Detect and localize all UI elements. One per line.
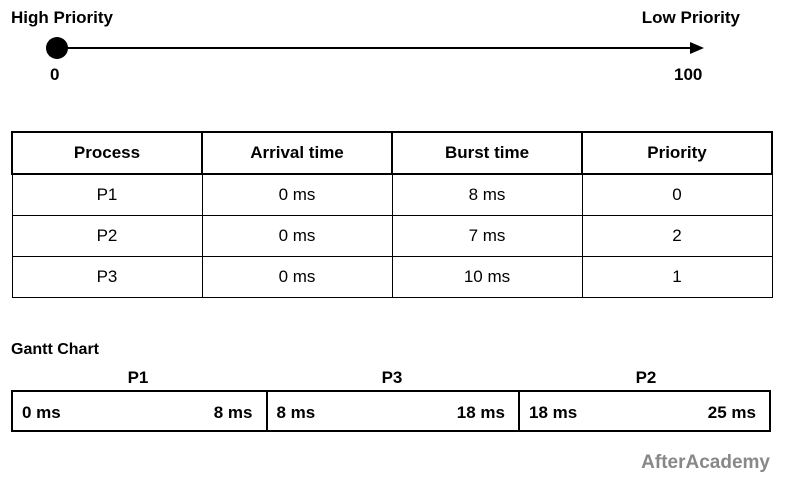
- cell-burst-time: 7 ms: [392, 216, 582, 257]
- gantt-segment-end: 25 ms: [707, 403, 756, 422]
- cell-process: P1: [12, 174, 202, 216]
- table-row: [12, 257, 772, 298]
- cell-arrival-time: 0 ms: [202, 216, 392, 257]
- priority-scale-arrowhead: [690, 42, 704, 54]
- gantt-segment-start: 18 ms: [529, 403, 578, 422]
- gantt-segment-start: 8 ms: [276, 403, 316, 422]
- gantt-segment: [518, 392, 769, 430]
- cell-arrival-time: 0 ms: [202, 257, 392, 298]
- gantt-process-label: P3: [381, 368, 403, 387]
- priority-scale-axis: [0, 30, 785, 70]
- cell-burst-time: 8 ms: [392, 174, 582, 216]
- priority-scale-origin-dot: [46, 37, 68, 59]
- cell-process: P2: [12, 216, 202, 257]
- gantt-segment-end: 8 ms: [213, 403, 253, 422]
- gantt-chart-title: Gantt Chart: [11, 341, 99, 358]
- cell-priority: 2: [582, 216, 772, 257]
- priority-max-value: 100: [674, 65, 703, 84]
- gantt-segment-end: 18 ms: [456, 403, 505, 422]
- gantt-segment-start: 0 ms: [22, 403, 61, 422]
- cell-arrival-time: 0 ms: [202, 174, 392, 216]
- brand-watermark: AfterAcademy: [641, 452, 770, 473]
- high-priority-label: High Priority: [11, 8, 114, 27]
- low-priority-label: Low Priority: [641, 8, 740, 27]
- header-process: Process: [12, 132, 202, 174]
- cell-process: P3: [12, 257, 202, 298]
- table-header-row: [12, 132, 772, 174]
- priority-min-value: 0: [50, 65, 60, 84]
- header-arrival-time: Arrival time: [202, 132, 392, 174]
- cell-burst-time: 10 ms: [392, 257, 582, 298]
- header-priority: Priority: [582, 132, 772, 174]
- gantt-bar: [11, 390, 771, 432]
- cell-priority: 1: [582, 257, 772, 298]
- gantt-process-label: P1: [127, 368, 149, 387]
- table-row: [12, 216, 772, 257]
- gantt-segment: [13, 392, 266, 430]
- gantt-segment: [266, 392, 519, 430]
- header-burst-time: Burst time: [392, 132, 582, 174]
- gantt-process-label: P2: [635, 368, 657, 387]
- cell-priority: 0: [582, 174, 772, 216]
- table-row: [12, 174, 772, 216]
- process-table: [11, 131, 773, 298]
